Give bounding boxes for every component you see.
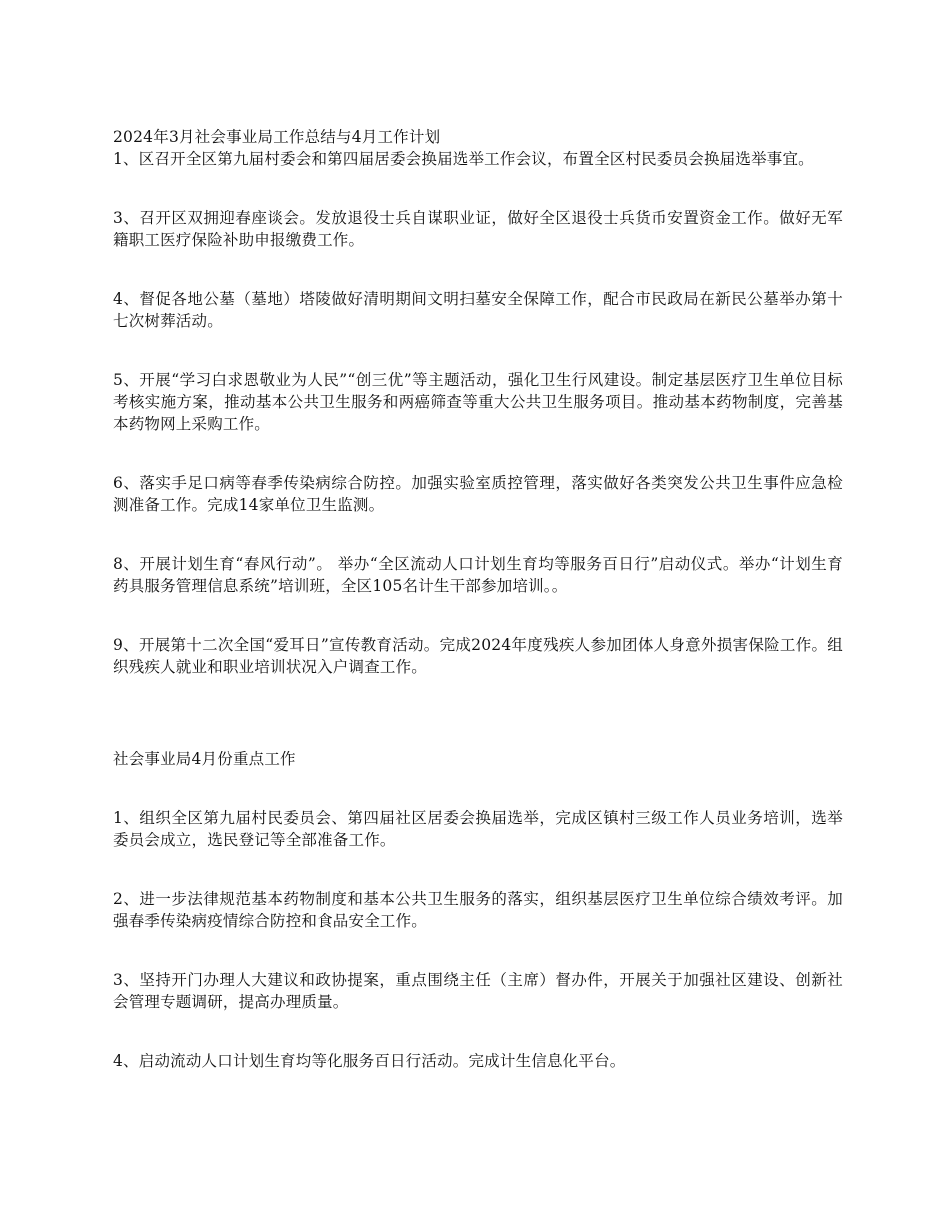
april-heading: 社会事业局4月份重点工作 [113, 750, 296, 768]
march-item-5: 5、开展“学习白求恩敬业为人民”“创三优”等主题活动，强化卫生行风建设。制定基层医疗卫生单位目标考核实施方案，推动基本公共卫生服务和两癌筛查等重大公共卫生服务项目。推动基本药物制度，完善基本药物网上采购工作。 [113, 371, 843, 433]
march-item-3: 3、召开区双拥迎春座谈会。发放退役士兵自谋职业证，做好全区退役士兵货币安置资金工作。做好无军籍职工医疗保险补助申报缴费工作。 [113, 209, 843, 249]
march-item-6: 6、落实手足口病等春季传染病综合防控。加强实验室质控管理，落实做好各类突发公共卫生事件应急检测准备工作。完成14家单位卫生监测。 [113, 474, 843, 514]
april-item-2: 2、进一步法律规范基本药物制度和基本公共卫生服务的落实，组织基层医疗卫生单位综合绩效考评。加强春季传染病疫情综合防控和食品安全工作。 [113, 890, 843, 930]
april-item-1: 1、组织全区第九届村民委员会、第四届社区居委会换届选举，完成区镇村三级工作人员业务培训，选举委员会成立，选民登记等全部准备工作。 [113, 809, 843, 849]
march-item-9: 9、开展第十二次全国“爱耳日”宣传教育活动。完成2024年度残疾人参加团体人身意外损害保险工作。组织残疾人就业和职业培训状况入户调查工作。 [113, 636, 843, 676]
march-item-8: 8、开展计划生育“春风行动”。 举办“全区流动人口计划生育均等服务百日行”启动仪式。举办“计划生育药具服务管理信息系统”培训班，全区105名计生干部参加培训。。 [113, 555, 843, 595]
march-item-4: 4、督促各地公墓（墓地）塔陵做好清明期间文明扫墓安全保障工作，配合市民政局在新民公墓举办第十七次树葬活动。 [113, 290, 843, 330]
april-item-4: 4、启动流动人口计划生育均等化服务百日行活动。完成计生信息化平台。 [113, 1052, 626, 1070]
april-item-3: 3、坚持开门办理人大建议和政协提案，重点围绕主任（主席）督办件，开展关于加强社区建设、创新社会管理专题调研，提高办理质量。 [113, 971, 843, 1011]
document-page [113, 126, 843, 1072]
document-title: 2024年3月社会事业局工作总结与4月工作计划 [113, 128, 441, 146]
march-item-1: 1、区召开全区第九届村委会和第四届居委会换届选举工作会议，布置全区村民委员会换届选举事宜。 [113, 150, 814, 168]
